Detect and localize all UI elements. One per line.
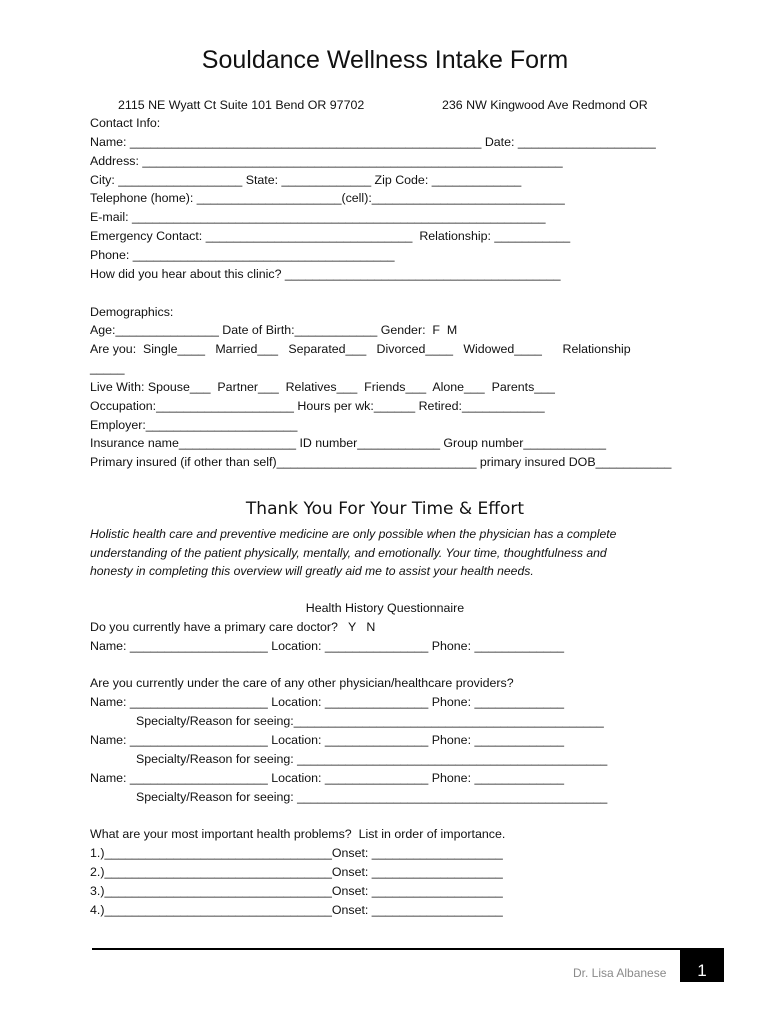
other-providers-question: Are you currently under the care of any other physician/healthcare providers? [90, 676, 514, 690]
thank-you-line: honesty in completing this overview will greatly aid me to assist your health needs. [90, 564, 534, 578]
marital-status-field[interactable]: Are you: Single____ Married___ Separated___ Divorced____ Widowed____ Relationship [90, 342, 631, 356]
provider-name-field[interactable]: Name: ____________________ Location: _______________ Phone: _____________ [90, 695, 565, 709]
thank-you-line: Holistic health care and preventive medicine are only possible when the physician has a complete [90, 527, 617, 541]
referral-field[interactable]: How did you hear about this clinic? ________________________________________ [90, 267, 561, 281]
page-number: 1 [680, 950, 724, 982]
provider-specialty-field[interactable]: Specialty/Reason for seeing:_____________________________________________ [136, 714, 604, 728]
thank-you-paragraph [90, 525, 690, 581]
health-problem-field[interactable]: 2.)_________________________________Onset: ___________________ [90, 865, 503, 879]
health-problem-field[interactable]: 1.)_________________________________Onset: ___________________ [90, 846, 503, 860]
primary-doctor-question[interactable]: Do you currently have a primary care doctor? Y N [90, 620, 376, 634]
footer-rule [92, 948, 724, 950]
email-field[interactable]: E-mail: ____________________________________________________________ [90, 210, 546, 224]
thank-you-heading: Thank You For Your Time & Effort [245, 499, 525, 519]
demographics-heading: Demographics: [90, 305, 174, 319]
health-problems-question: What are your most important health problems? List in order of importance. [90, 827, 506, 841]
address-bend: 2115 NE Wyatt Ct Suite 101 Bend OR 97702 [118, 98, 365, 112]
live-with-field[interactable]: Live With: Spouse___ Partner___ Relatives___ Friends___ Alone___ Parents___ [90, 380, 555, 394]
age-dob-gender-field[interactable]: Age:_______________ Date of Birth:____________ Gender: F M [90, 323, 458, 337]
provider-name-field[interactable]: Name: ____________________ Location: _______________ Phone: _____________ [90, 771, 565, 785]
thank-you-line: understanding of the patient physically, mentally, and emotionally. Your time, thoughtfulness and [90, 545, 607, 560]
primary-doctor-field[interactable]: Name: ____________________ Location: _______________ Phone: _____________ [90, 639, 565, 653]
provider-name-field[interactable]: Name: ____________________ Location: _______________ Phone: _____________ [90, 733, 565, 747]
provider-specialty-field[interactable]: Specialty/Reason for seeing: _____________________________________________ [136, 752, 608, 766]
provider-specialty-field[interactable]: Specialty/Reason for seeing: _____________________________________________ [136, 790, 608, 804]
address-field[interactable]: Address: _____________________________________________________________ [90, 154, 563, 168]
city-state-zip-field[interactable]: City: __________________ State: _____________ Zip Code: _____________ [90, 173, 522, 187]
name-date-field[interactable]: Name: ___________________________________________________ Date: ____________________ [90, 135, 656, 149]
contact-heading: Contact Info: [90, 116, 161, 130]
address-redmond: 236 NW Kingwood Ave Redmond OR [442, 98, 648, 112]
telephone-field[interactable]: Telephone (home): _____________________(cell):____________________________ [90, 191, 565, 205]
phone-field[interactable]: Phone: ______________________________________ [90, 248, 395, 262]
marital-status-continued[interactable]: _____ [90, 361, 125, 375]
health-problem-field[interactable]: 4.)_________________________________Onset: ___________________ [90, 903, 503, 917]
insurance-field[interactable]: Insurance name_________________ ID number____________ Group number____________ [90, 436, 607, 450]
employer-field[interactable]: Employer:______________________ [90, 418, 298, 432]
occupation-field[interactable]: Occupation:____________________ Hours per wk:______ Retired:____________ [90, 399, 545, 413]
health-problem-field[interactable]: 3.)_________________________________Onset: ___________________ [90, 884, 503, 898]
health-history-heading: Health History Questionnaire [305, 601, 465, 615]
footer-author: Dr. Lisa Albanese [573, 966, 667, 980]
form-title: Souldance Wellness Intake Form [201, 46, 569, 74]
emergency-contact-field[interactable]: Emergency Contact: ______________________________ Relationship: ___________ [90, 229, 571, 243]
primary-insured-field[interactable]: Primary insured (if other than self)_____________________________ primary insured DOB___________ [90, 455, 672, 469]
